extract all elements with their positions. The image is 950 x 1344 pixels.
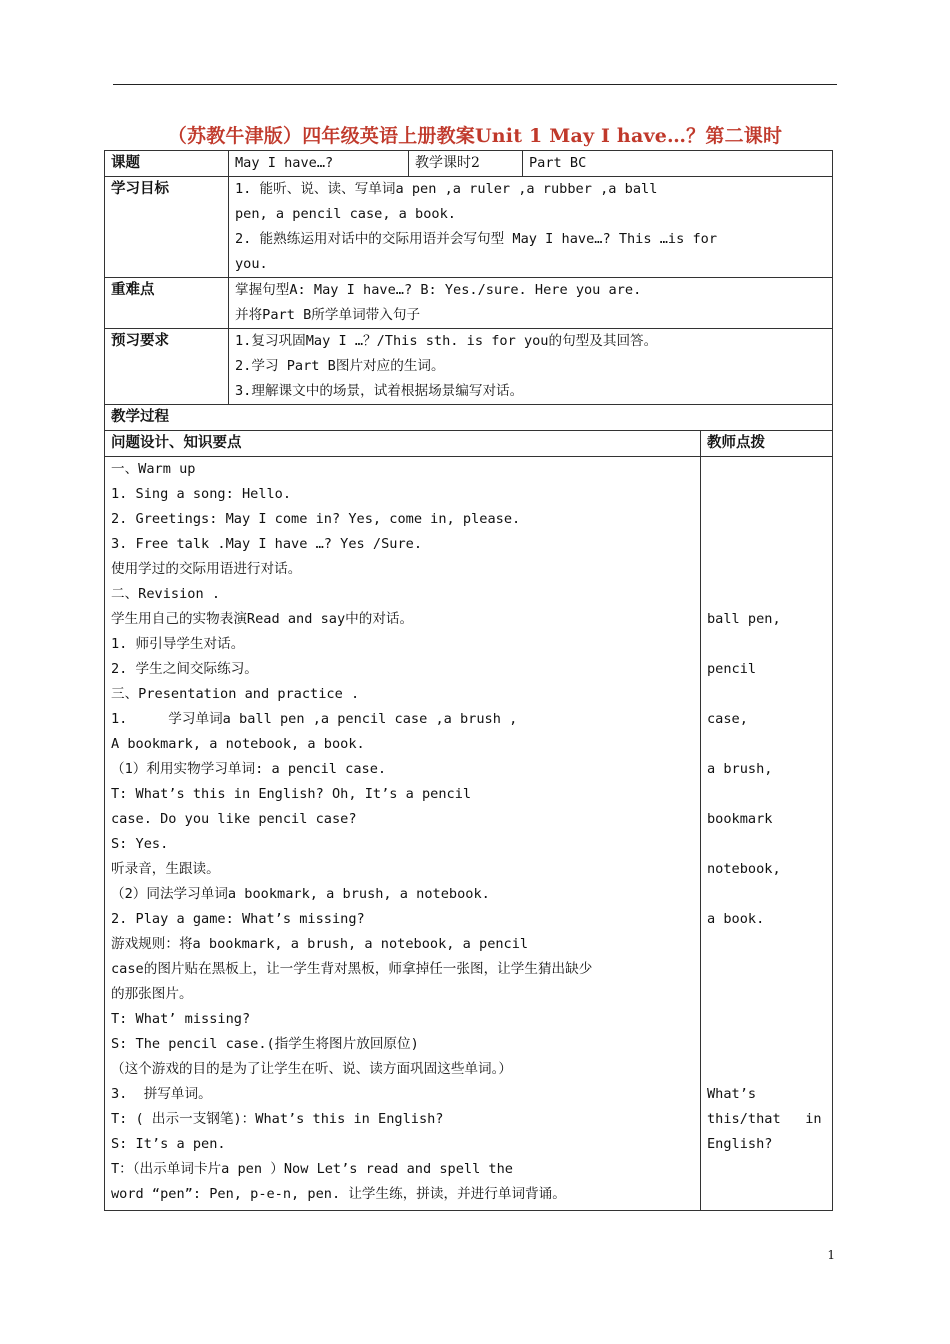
lesson-plan-table	[104, 150, 833, 1211]
note-word: a book.	[707, 911, 765, 927]
process-line: （这个游戏的目的是为了让学生在听、说、读方面巩固这些单词。）	[111, 1061, 513, 1077]
process-line: A bookmark, a notebook, a book.	[111, 736, 365, 752]
process-line: S: The pencil case.(指学生将图片放回原位)	[111, 1036, 419, 1052]
process-heading-row	[105, 405, 833, 431]
process-line: （2）同法学习单词a bookmark, a brush, a notebook.	[111, 886, 490, 902]
note-word: notebook,	[707, 861, 781, 877]
process-line: 听录音，生跟读。	[111, 861, 220, 877]
preview-line: 1.复习巩固May I …？/This sth. is for you的句型及其回答。	[235, 333, 658, 349]
process-line: 2. 学生之间交际练习。	[111, 661, 258, 677]
process-line: （1）利用实物学习单词: a pencil case.	[111, 761, 387, 777]
key-points-content	[229, 278, 833, 329]
process-line: case的图片贴在黑板上，让一学生背对黑板，师拿掉任一张图，让学生猜出缺少	[111, 961, 593, 977]
process-line: 学生用自己的实物表演Read and say中的对话。	[111, 611, 414, 627]
process-line: S: Yes.	[111, 836, 169, 852]
process-line: 1. 学习单词a ball pen ,a pencil case ,a brush ,	[111, 711, 518, 727]
right-column-header: 教师点拨	[701, 431, 833, 457]
process-line: 三、Presentation and practice .	[111, 686, 360, 702]
header-rule	[113, 84, 837, 85]
column-header-row	[105, 431, 833, 457]
topic-label: 课题	[105, 151, 229, 177]
note-word: a brush,	[707, 761, 773, 777]
key-point-line: 并将Part B所学单词带入句子	[235, 307, 421, 323]
process-line: 1. 师引导学生对话。	[111, 636, 245, 652]
process-line: T: ( 出示一支钢笔)：What’s this in English?	[111, 1111, 444, 1127]
process-line: 3. 拼写单词。	[111, 1086, 212, 1102]
process-line: T: What’s this in English? Oh, It’s a pencil	[111, 786, 472, 802]
note-question: English?	[707, 1136, 773, 1152]
topic-row	[105, 151, 833, 177]
page-number: 1	[827, 1248, 835, 1262]
objectives-content	[229, 177, 833, 278]
preview-line: 3.理解课文中的场景，试着根据场景编写对话。	[235, 383, 524, 399]
topic-value: May I have…?	[229, 151, 409, 177]
process-line: T：（出示单词卡片a pen ）Now Let’s read and spell the	[111, 1161, 513, 1177]
note-word: bookmark	[707, 811, 773, 827]
process-body-row	[105, 457, 833, 1211]
left-column-header: 问题设计、知识要点	[105, 431, 701, 457]
note-question: this/that in	[707, 1111, 822, 1127]
process-line: 使用学过的交际用语进行对话。	[111, 561, 302, 577]
process-content	[105, 457, 701, 1211]
preview-row	[105, 329, 833, 405]
note-word: pencil	[707, 661, 757, 677]
objective-line: 2. 能熟练运用对话中的交际用语并会写句型 May I have…? This …is for	[235, 231, 718, 247]
period-label: 教学课时2	[409, 151, 523, 177]
process-line: 2. Play a game: What’s missing?	[111, 911, 365, 927]
document-title: （苏教牛津版）四年级英语上册教案Unit 1 May I have…？第二课时	[167, 125, 783, 147]
process-line: word “pen”: Pen, p-e-n, pen. 让学生练，拼读，并进行单词背诵。	[111, 1186, 566, 1202]
process-line: 2. Greetings: May I come in? Yes, come in, please.	[111, 511, 521, 527]
key-point-line: 掌握句型A: May I have…? B: Yes./sure. Here you are.	[235, 282, 642, 298]
note-word: case,	[707, 711, 748, 727]
note-word: ball pen,	[707, 611, 781, 627]
process-line: T: What’ missing?	[111, 1011, 251, 1027]
teacher-notes	[701, 457, 833, 1211]
preview-line: 2.学习 Part B图片对应的生词。	[235, 358, 445, 374]
process-line: S: It’s a pen.	[111, 1136, 226, 1152]
process-line: case. Do you like pencil case?	[111, 811, 357, 827]
process-heading: 教学过程	[105, 405, 833, 431]
process-line: 游戏规则：将a bookmark, a brush, a notebook, a pencil	[111, 936, 529, 952]
preview-label: 预习要求	[105, 329, 229, 405]
objective-line: pen, a pencil case, a book.	[235, 206, 456, 222]
note-question: What’s	[707, 1086, 757, 1102]
process-line: 的那张图片。	[111, 986, 193, 1002]
objective-line: 1. 能听、说、读、写单词a pen ,a ruler ,a rubber ,a ball	[235, 181, 658, 197]
objective-line: you.	[235, 256, 268, 272]
key-points-label: 重难点	[105, 278, 229, 329]
part-value: Part BC	[523, 151, 833, 177]
objectives-label: 学习目标	[105, 177, 229, 278]
key-points-row	[105, 278, 833, 329]
process-line: 1. Sing a song: Hello.	[111, 486, 292, 502]
process-line: 3. Free talk .May I have …? Yes /Sure.	[111, 536, 422, 552]
preview-content	[229, 329, 833, 405]
process-line: 一、Warm up	[111, 461, 196, 477]
objectives-row	[105, 177, 833, 278]
process-line: 二、Revision .	[111, 586, 221, 602]
